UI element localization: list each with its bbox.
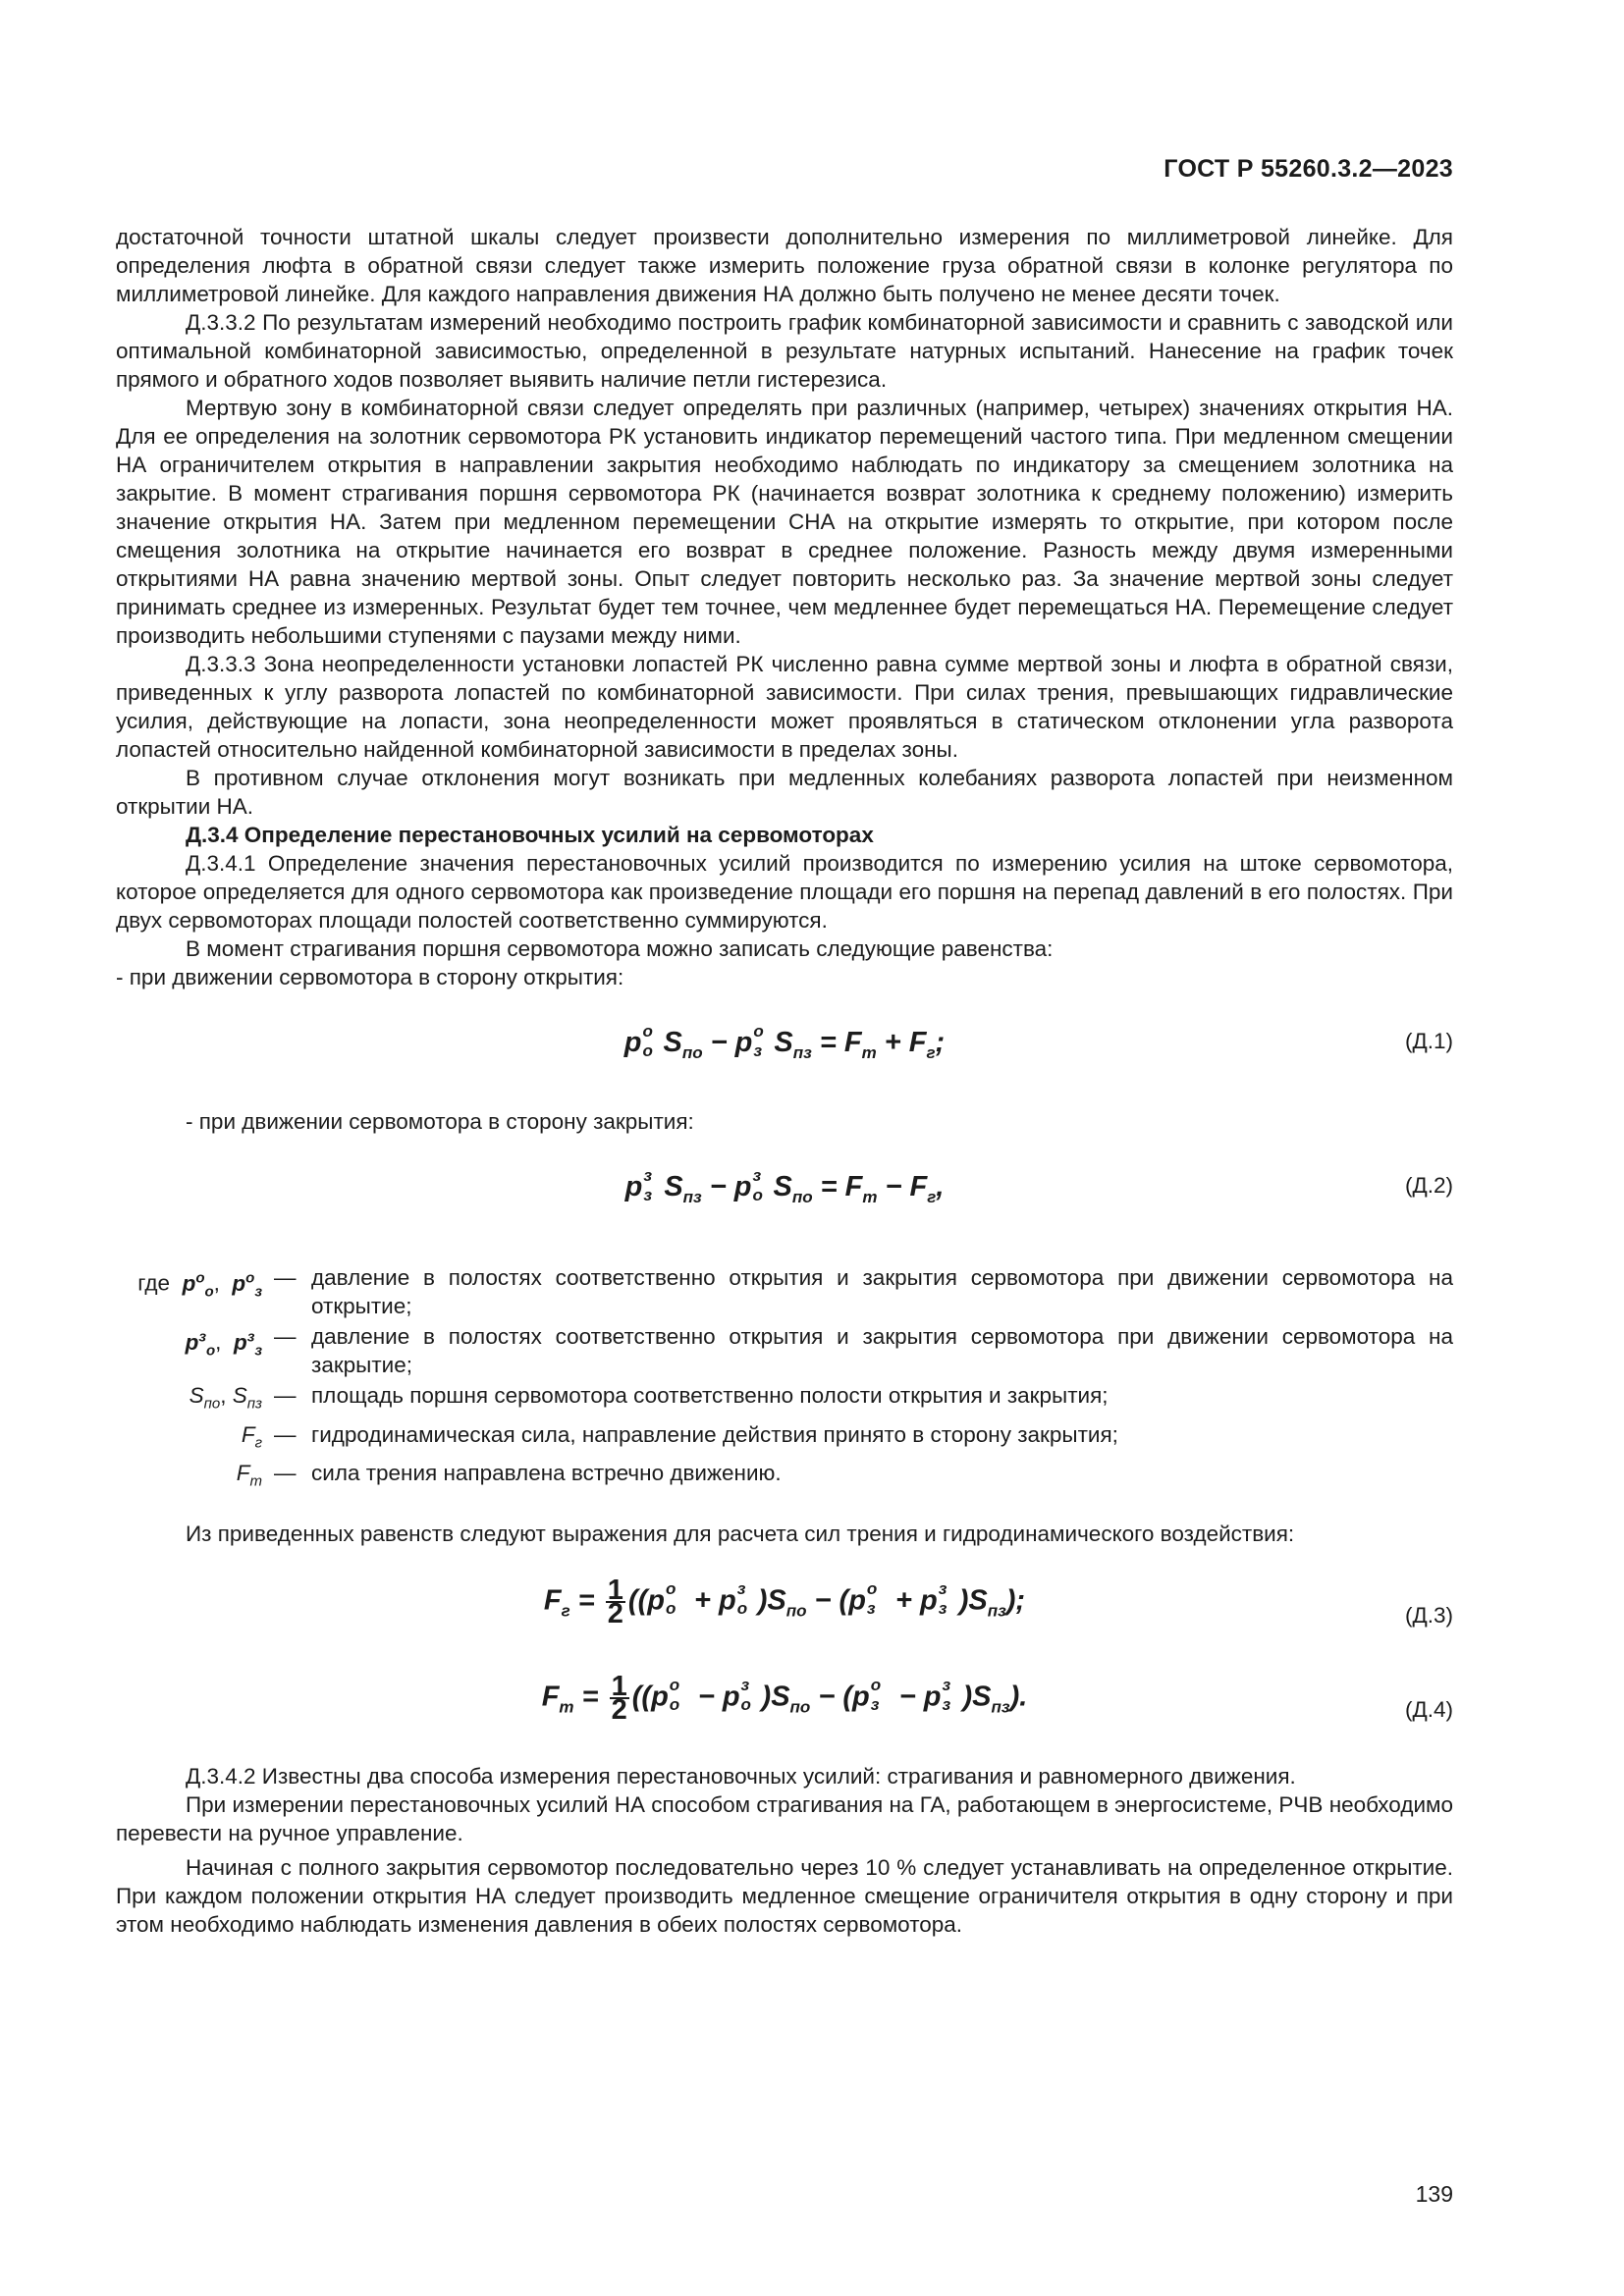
definition-text: сила трения направлена встречно движению. — [311, 1461, 782, 1485]
definition-row: где $p^о_о$, $p^о_з$ — давление в полостях соответственно открытия и закрытия сервомотора при движении сервомотора на открытие; — [108, 1263, 1453, 1320]
definition-symbol: $p^з_о$, $p^з_з$ — [185, 1328, 262, 1359]
definition-row: $S_{по}$, $S_{пз}$ — площадь поршня сервомотора соответственно полости открытия и закрытия; — [108, 1381, 1453, 1418]
definition-symbol: где $p^о_о$, $p^о_з$ — [137, 1269, 262, 1300]
definition-text: давление в полостях соответственно открытия и закрытия сервомотора при движении сервомотора на открытие; — [311, 1265, 1453, 1318]
formula-d4 — [116, 1670, 1453, 1735]
definition-text: площадь поршня сервомотора соответственно полости открытия и закрытия; — [311, 1383, 1109, 1408]
paragraph: достаточной точности штатной шкалы следует произвести дополнительно измерения по миллиметровой линейке. Для определения люфта в обратной связи следует также измерить положение груза обратной связи в колонке регулятора по миллиметровой линейке. Для каждого направления движения НА должно быть получено не менее десяти точек. — [116, 225, 1453, 306]
formula-expression: p з з $S_{пз} - p$ з о $S_{по} = F_т - F_г$, — [624, 1166, 945, 1206]
formula-expression: $F_т$ = $\frac{1}{2}$ ((p о о − p з о )$S_{по} - (p$ о з − p з з )$S_{пз}$). — [541, 1670, 1028, 1726]
paragraph: Мертвую зону в комбинаторной связи следует определять при различных (например, четырех) значениях открытия НА. Для ее определения на золотник сервомотора РК установить индикатор перемещений частого типа. При медленном смещении НА ограничителем открытия в направлении закрытия необходимо наблюдать по индикатору за смещением золотника на закрытие. В момент страгивания поршня сервомотора РК (начинается возврат золотника к среднему положению) измерить значение открытия НА. Затем при медленном перемещении СНА на открытие измерять то открытие, при котором после смещения золотника на открытие начинается его возврат в среднее положение. Разность между двумя измеренными открытиями НА равна значению мертвой зоны. Опыт следует повторить несколько раз. За значение мертвой зоны следует принимать среднее из измеренных. Результат будет тем точнее, чем медленнее будет перемещаться НА. Перемещение следует производить небольшими ступенями с паузами между ними. — [116, 396, 1453, 648]
definition-row: $F_г$ — гидродинамическая сила, направление действия принято в сторону закрытия; — [108, 1420, 1453, 1458]
page-body — [116, 223, 1453, 1939]
definition-symbol: $F_г$ — [241, 1421, 262, 1451]
definition-row: $F_т$ — сила трения направлена встречно движению. — [108, 1459, 1453, 1496]
formula-expression: $F_г$ = $\frac{1}{2}$ ((p о о + p з о )$S_{по} - (p$ о з + p з з )$S_{пз}$); — [543, 1574, 1026, 1629]
formula-number: (Д.3) — [1405, 1602, 1453, 1628]
paragraph: Из приведенных равенств следуют выражения для расчета сил трения и гидродинамического воздействия: — [186, 1521, 1295, 1546]
list-item: - при движении сервомотора в сторону открытия: — [116, 965, 624, 989]
formula-number: (Д.2) — [1405, 1173, 1453, 1198]
paragraph: Начиная с полного закрытия сервомотор последовательно через 10 % следует устанавливать на определенное открытие. При каждом положении открытия НА следует производить медленное смещение ограничителя открытия в одну сторону и при этом необходимо наблюдать изменения давления в обеих полостях сервомотора. — [116, 1854, 1453, 1937]
page-number: 139 — [1415, 2181, 1453, 2207]
formula-number: (Д.4) — [1405, 1696, 1453, 1722]
definition-text: давление в полостях соответственно открытия и закрытия сервомотора при движении сервомотора на закрытие; — [311, 1324, 1453, 1377]
paragraph: При измерении перестановочных усилий НА способом страгивания на ГА, работающем в энергосистеме, РЧВ необходимо перевести на ручное управление. — [116, 1791, 1453, 1845]
definition-row: $p^з_о$, $p^з_з$ — давление в полостях соответственно открытия и закрытия сервомотора при движении сервомотора на закрытие; — [108, 1322, 1453, 1379]
formula-number: (Д.1) — [1405, 1029, 1453, 1053]
paragraph: Д.3.4.2 Известны два способа измерения перестановочных усилий: страгивания и равномерного движения. — [186, 1763, 1296, 1789]
section-heading: Д.3.4 Определение перестановочных усилий на сервомоторах — [186, 823, 874, 847]
formula-d2 — [116, 1161, 1453, 1218]
paragraph: В противном случае отклонения могут возникать при медленных колебаниях разворота лопастей при неизменном открытии НА. — [116, 766, 1453, 819]
formula-d1 — [116, 1017, 1453, 1074]
definition-symbol: $F_т$ — [236, 1461, 262, 1490]
paragraph: Д.3.3.2 По результатам измерений необходимо построить график комбинаторной зависимости и сравнить с заводской или оптимальной комбинаторной зависимостью, определенной в результате натурных испытаний. Нанесение на график точек прямого и обратного ходов позволяет выявить наличие петли гистерезиса. — [116, 310, 1453, 392]
list-item: - при движении сервомотора в сторону закрытия: — [186, 1109, 694, 1134]
definition-symbol: $S_{по}$, $S_{пз}$ — [189, 1383, 262, 1413]
definition-text: гидродинамическая сила, направление действия принято в сторону закрытия; — [311, 1421, 1118, 1447]
paragraph: Д.3.3.3 Зона неопределенности установки лопастей РК численно равна сумме мертвой зоны и люфта в обратной связи, приведенных к углу разворота лопастей по комбинаторной зависимости. При силах трения, превышающих гидравлические усилия, действующие на лопасти, зона неопределенности может проявляться в статическом отклонении угла разворота лопастей относительно найденной комбинаторной зависимости в пределах зоны. — [116, 652, 1453, 762]
document-header: ГОСТ Р 55260.3.2—2023 — [1164, 155, 1453, 183]
formula-d3 — [116, 1574, 1453, 1638]
formula-expression: p o o $S_{по} - p$ o з $S_{пз} = F_т + F_г$; — [623, 1022, 946, 1062]
paragraph: В момент страгивания поршня сервомотора можно записать следующие равенства: — [186, 936, 1054, 961]
paragraph: Д.3.4.1 Определение значения перестановочных усилий производится по измерению усилия на штоке сервомотора, которое определяется для одного сервомотора как произведение площади его поршня на перепад давлений в его полостях. При двух сервомоторах площади полостей соответственно суммируются. — [116, 851, 1453, 933]
definitions-list — [108, 1263, 1453, 1496]
